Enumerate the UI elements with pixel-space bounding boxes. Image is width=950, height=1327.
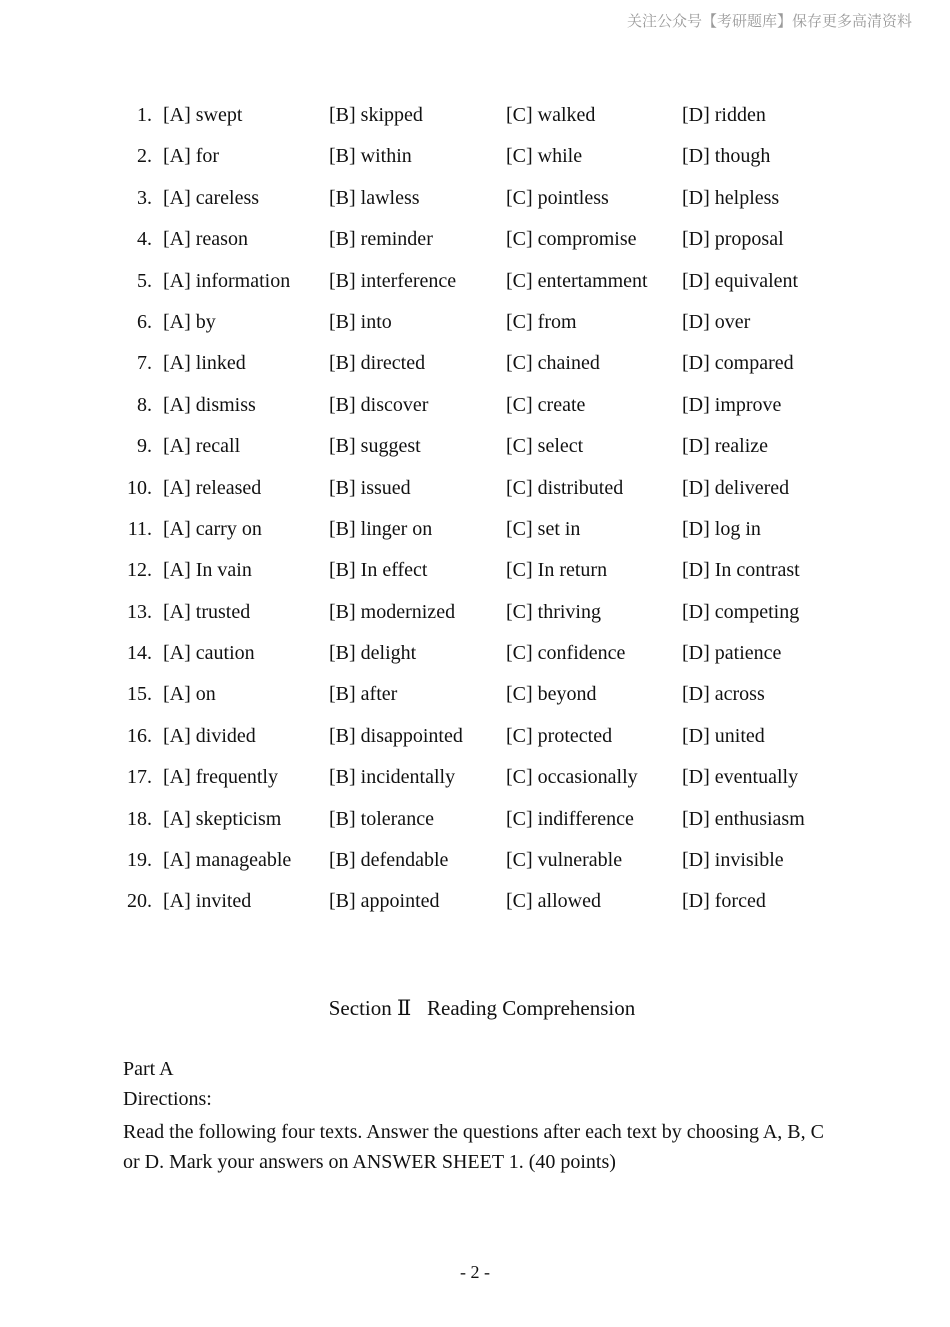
option-b: [B] into: [329, 310, 392, 333]
option-d: [D] enthusiasm: [682, 807, 805, 830]
option-c: [C] vulnerable: [506, 849, 623, 872]
option-a: [A] released: [163, 476, 262, 499]
question-number: 13.: [127, 600, 152, 623]
question-row: [120, 468, 840, 509]
question-number: 17.: [127, 766, 152, 789]
option-d: [D] patience: [682, 642, 782, 665]
question-row: [120, 343, 840, 384]
question-row: [120, 674, 840, 715]
question-number: 20.: [127, 890, 152, 913]
question-row: [120, 426, 840, 467]
option-b: [B] discover: [329, 393, 429, 416]
option-c: [C] set in: [506, 517, 581, 540]
question-row: [120, 136, 840, 177]
option-b: [B] directed: [329, 352, 426, 375]
option-a: [A] for: [163, 145, 220, 168]
option-c: [C] entertamment: [506, 269, 648, 292]
option-b: [B] In effect: [329, 559, 428, 582]
question-number: 7.: [137, 352, 152, 375]
option-b: [B] interference: [329, 269, 457, 292]
question-row: [120, 385, 840, 426]
option-b: [B] reminder: [329, 228, 433, 251]
option-c: [C] select: [506, 435, 584, 458]
watermark-text: 关注公众号【考研题库】保存更多高清资料: [626, 12, 912, 30]
option-a: [A] linked: [163, 352, 246, 375]
option-c: [C] confidence: [506, 642, 626, 665]
option-b: [B] incidentally: [329, 766, 456, 789]
option-a: [A] caution: [163, 642, 255, 665]
question-row: [120, 302, 840, 343]
question-row: [120, 219, 840, 260]
question-number: 11.: [127, 517, 152, 540]
option-b: [B] disappointed: [329, 724, 463, 747]
directions-label: Directions:: [123, 1088, 212, 1110]
option-a: [A] on: [163, 683, 216, 706]
question-row: [120, 95, 840, 136]
option-a: [A] dismiss: [163, 393, 256, 416]
option-a: [A] divided: [163, 724, 256, 747]
option-b: [B] defendable: [329, 849, 449, 872]
option-b: [B] lawless: [329, 186, 420, 209]
question-number: 16.: [127, 724, 152, 747]
page-number: - 2 -: [460, 1262, 490, 1282]
option-b: [B] delight: [329, 642, 417, 665]
option-d: [D] across: [682, 683, 765, 706]
option-c: [C] compromise: [506, 228, 637, 251]
option-d: [D] improve: [682, 393, 782, 416]
option-b: [B] skipped: [329, 104, 423, 126]
question-number: 19.: [127, 849, 152, 872]
section-title: Section Ⅱ Reading Comprehension: [328, 996, 636, 1020]
option-a: [A] manageable: [163, 849, 292, 872]
option-d: [D] equivalent: [682, 269, 799, 292]
option-a: [A] invited: [163, 890, 252, 913]
option-c: [C] occasionally: [506, 766, 638, 789]
question-row: [120, 633, 840, 674]
question-number: 4.: [137, 228, 152, 251]
option-d: [D] delivered: [682, 476, 790, 499]
option-d: [D] invisible: [682, 849, 784, 872]
option-c: [C] distributed: [506, 476, 624, 499]
option-d: [D] eventually: [682, 766, 799, 789]
question-number: 3.: [137, 186, 152, 209]
option-b: [B] issued: [329, 476, 411, 499]
option-b: [B] after: [329, 683, 398, 706]
option-b: [B] linger on: [329, 517, 433, 540]
question-list: [120, 95, 840, 923]
question-number: 6.: [137, 310, 152, 333]
option-d: [D] In contrast: [682, 559, 800, 582]
option-c: [C] indifference: [506, 807, 634, 830]
option-a: [A] carry on: [163, 517, 262, 540]
option-a: [A] In vain: [163, 559, 252, 582]
option-c: [C] beyond: [506, 683, 597, 706]
option-c: [C] allowed: [506, 890, 601, 913]
question-row: [120, 178, 840, 219]
option-a: [A] frequently: [163, 766, 278, 789]
option-a: [A] recall: [163, 435, 241, 458]
option-d: [D] forced: [682, 890, 766, 913]
question-row: [120, 509, 840, 550]
option-c: [C] chained: [506, 352, 600, 375]
question-number: 5.: [137, 269, 152, 292]
option-d: [D] united: [682, 724, 765, 747]
option-a: [A] reason: [163, 228, 248, 251]
option-a: [A] careless: [163, 186, 260, 209]
option-d: [D] proposal: [682, 228, 784, 251]
option-d: [D] compared: [682, 352, 794, 375]
question-row: [120, 716, 840, 757]
option-c: [C] In return: [506, 559, 608, 582]
option-b: [B] modernized: [329, 600, 456, 623]
question-number: 8.: [137, 393, 152, 416]
option-b: [B] suggest: [329, 435, 421, 458]
directions-text: Read the following four texts. Answer the questions after each text by choosing A, B, C or D. Mark your answers on ANSWER SHEET 1. (40 points): [123, 1121, 824, 1173]
option-c: [C] thriving: [506, 600, 601, 623]
option-c: [C] create: [506, 393, 586, 416]
option-b: [B] within: [329, 145, 412, 168]
question-number: 10.: [127, 476, 152, 499]
question-row: [120, 840, 840, 881]
option-c: [C] walked: [506, 104, 596, 126]
option-b: [B] appointed: [329, 890, 440, 913]
question-row: [120, 757, 840, 798]
option-d: [D] log in: [682, 517, 761, 540]
question-number: 9.: [137, 435, 152, 458]
question-number: 12.: [127, 559, 152, 582]
option-a: [A] skepticism: [163, 807, 282, 830]
question-row: [120, 550, 840, 591]
question-number: 1.: [137, 104, 152, 126]
question-number: 15.: [127, 683, 152, 706]
part-heading: Part A: [123, 1058, 174, 1080]
option-d: [D] over: [682, 310, 751, 333]
option-c: [C] pointless: [506, 186, 609, 209]
option-d: [D] ridden: [682, 104, 766, 126]
question-row: [120, 261, 840, 302]
option-c: [C] while: [506, 145, 583, 168]
option-c: [C] from: [506, 310, 577, 333]
question-row: [120, 799, 840, 840]
question-number: 18.: [127, 807, 152, 830]
option-c: [C] protected: [506, 724, 613, 747]
option-a: [A] swept: [163, 104, 243, 126]
question-number: 2.: [137, 145, 152, 168]
question-number: 14.: [127, 642, 152, 665]
option-a: [A] by: [163, 310, 216, 333]
option-b: [B] tolerance: [329, 807, 434, 830]
option-d: [D] realize: [682, 435, 769, 458]
question-row: [120, 592, 840, 633]
option-d: [D] competing: [682, 600, 800, 623]
option-a: [A] information: [163, 269, 291, 292]
option-d: [D] though: [682, 145, 771, 168]
option-a: [A] trusted: [163, 600, 251, 623]
question-row: [120, 881, 840, 922]
option-d: [D] helpless: [682, 186, 780, 209]
